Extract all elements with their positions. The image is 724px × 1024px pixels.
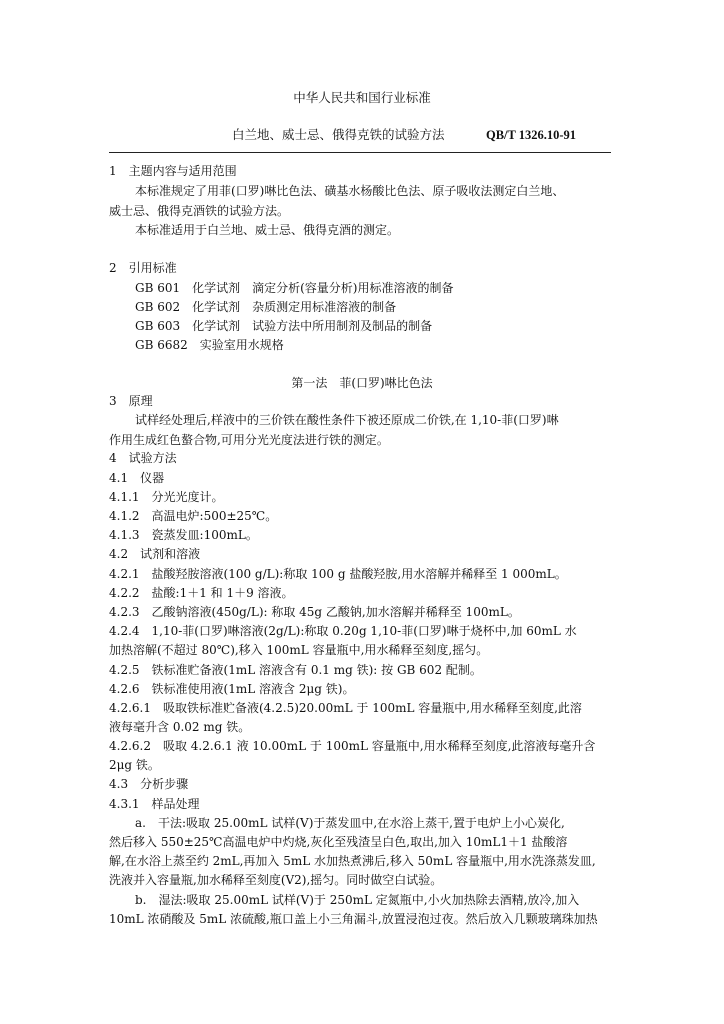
item-4-2-6: 4.2.6 铁标准使用液(1mL 溶液含 2μg 铁)。 <box>109 682 355 696</box>
method-title: 第一法 菲(口罗)啉比色法 <box>291 376 433 390</box>
item-4-3-1: 4.3.1 样品处理 <box>109 797 200 811</box>
reference-item: GB 601 化学试剂 滴定分析(容量分析)用标准溶液的制备 <box>135 281 454 295</box>
item-4-2-4: 4.2.4 1,10-菲(口罗)啉溶液(2g/L):称取 0.20g 1,10-菲(口罗)啉于烧杯中,加 60mL 水 <box>109 624 577 638</box>
dry-method-line: 洗液并入容量瓶,加水稀释至刻度(V2),摇匀。同时做空白试验。 <box>109 873 443 887</box>
item-4-2-6-1-continued: 液每毫升含 0.02 mg 铁。 <box>109 720 251 734</box>
section-2-heading: 2 引用标准 <box>109 261 177 275</box>
subsection-4-2: 4.2 试剂和溶液 <box>109 547 201 561</box>
item-4-2-6-1: 4.2.6.1 吸取铁标准贮备液(4.2.5)20.00mL 于 100mL 容量瓶中,用水稀释至刻度,此溶 <box>109 701 582 715</box>
reference-item: GB 603 化学试剂 试验方法中所用制剂及制品的制备 <box>135 319 433 333</box>
item-4-2-6-2: 4.2.6.2 吸取 4.2.6.1 液 10.00mL 于 100mL 容量瓶中,用水稀释至刻度,此溶液每毫升含 <box>109 739 596 753</box>
subsection-4-3: 4.3 分析步骤 <box>109 777 189 791</box>
section-1-paragraph-line: 威士忌、俄得克酒铁的试验方法。 <box>109 204 290 218</box>
document-title: 白兰地、威士忌、俄得克铁的试验方法 <box>232 127 445 142</box>
subsection-4-1: 4.1 仪器 <box>109 471 165 485</box>
standard-code: QB/T 1326.10-91 <box>486 128 577 142</box>
section-1-scope-line: 本标准适用于白兰地、威士忌、俄得克酒的测定。 <box>135 223 400 237</box>
item-4-2-1: 4.2.1 盐酸羟胺溶液(100 g/L):称取 100 g 盐酸羟胺,用水溶解并稀释至 1 000mL。 <box>109 567 567 581</box>
item-4-2-5: 4.2.5 铁标准贮备液(1mL 溶液含有 0.1 mg 铁): 按 GB 602 配制。 <box>109 663 482 677</box>
wet-method-line: 10mL 浓硝酸及 5mL 浓硫酸,瓶口盖上小三角漏斗,放置浸泡过夜。然后放入几颗玻璃珠加热 <box>109 912 598 926</box>
dry-method-line: 解,在水浴上蒸至约 2mL,再加入 5mL 水加热煮沸后,移入 50mL 容量瓶中,用水洗涤蒸发皿, <box>109 854 596 868</box>
item-4-2-2: 4.2.2 盐酸:1＋1 和 1＋9 溶液。 <box>109 586 294 600</box>
section-1-paragraph-line: 本标准规定了用菲(口罗)啉比色法、磺基水杨酸比色法、原子吸收法测定白兰地、 <box>135 184 565 198</box>
header-divider <box>109 152 611 153</box>
item-4-1-2: 4.1.2 高温电炉:500±25℃。 <box>109 509 278 523</box>
dry-method-line: 然后移入 550±25℃高温电炉中灼烧,灰化至残渣呈白色,取出,加入 10mL1＋1 盐酸溶 <box>109 835 568 849</box>
reference-item: GB 6682 实验室用水规格 <box>135 338 284 352</box>
principle-line: 作用生成红色螯合物,可用分光光度法进行铁的测定。 <box>109 433 389 447</box>
item-4-2-3: 4.2.3 乙酸钠溶液(450g/L): 称取 45g 乙酸钠,加水溶解并稀释至 100mL。 <box>109 605 520 619</box>
principle-line: 试样经处理后,样液中的三价铁在酸性条件下被还原成二价铁,在 1,10-菲(口罗)啉 <box>135 413 559 427</box>
item-4-2-6-2-continued: 2μg 铁。 <box>109 758 160 772</box>
dry-method-line: a. 干法:吸取 25.00mL 试样(V)于蒸发皿中,在水浴上蒸干,置于电炉上小心炭化, <box>135 816 565 830</box>
wet-method-line: b. 湿法:吸取 25.00mL 试样(V)于 250mL 定氮瓶中,小火加热除去酒精,放冷,加入 <box>135 893 580 907</box>
item-4-2-4-continued: 加热溶解(不超过 80℃),移入 100mL 容量瓶中,用水稀释至刻度,摇匀。 <box>109 643 489 657</box>
section-4-heading: 4 试验方法 <box>109 451 177 465</box>
item-4-1-3: 4.1.3 瓷蒸发皿:100mL。 <box>109 528 258 542</box>
item-4-1-1: 4.1.1 分光光度计。 <box>109 490 224 504</box>
reference-item: GB 602 化学试剂 杂质测定用标准溶液的制备 <box>135 300 397 314</box>
section-1-heading: 1 主题内容与适用范围 <box>109 164 237 178</box>
section-3-heading: 3 原理 <box>109 394 153 408</box>
standard-org-heading: 中华人民共和国行业标准 <box>293 90 431 105</box>
